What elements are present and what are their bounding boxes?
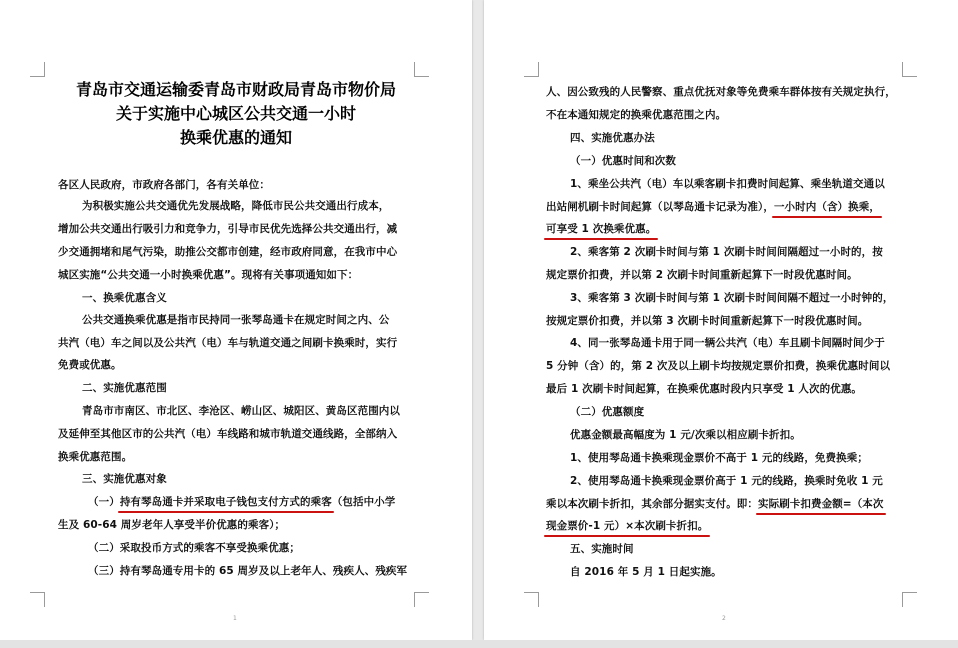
- body-line: 少交通拥堵和尾气污染，助推公交都市创建，经市政府同意，在我市中心: [58, 246, 398, 258]
- crop-mark: [524, 62, 539, 77]
- item-prefix: （一）: [88, 496, 120, 508]
- salutation: 各区人民政府，市政府各部门，各有关单位：: [58, 179, 270, 191]
- page-number: 1: [233, 615, 237, 622]
- status-bar: [0, 640, 958, 648]
- body-line: 增加公共交通出行吸引力和竞争力，引导市民优先选择公共交通出行，减: [58, 223, 398, 235]
- body-line: 生及 60-64 周岁老年人享受半价优惠的乘客）；: [58, 519, 286, 531]
- body-line: 及延伸至其他区市的公共汽（电）车线路和城市轨道交通线路，全部纳入: [58, 428, 398, 440]
- section-heading: 二、实施优惠范围: [82, 382, 167, 394]
- body-line: 优惠金额最高幅度为 1 元/次乘以相应刷卡折扣。: [570, 429, 801, 441]
- body-line: 人、因公致残的人民警察、重点优抚对象等免费乘车群体按有关规定执行，: [546, 86, 896, 98]
- body-line-highlighted: [546, 519, 708, 533]
- body-line: 城区实施“公共交通一小时换乘优惠”。现将有关事项通知如下：: [58, 269, 359, 281]
- body-line: 2、乘客第 2 次刷卡时间与第 1 次刷卡时间间隔超过一小时的，按: [570, 246, 883, 258]
- body-line: 青岛市市南区、市北区、李沧区、崂山区、城阳区、黄岛区范围内以: [82, 405, 400, 417]
- body-line: 5 分钟（含）的，第 2 次及以上刷卡均按规定票价扣费，换乘优惠时间以: [546, 360, 891, 372]
- crop-mark: [902, 592, 917, 607]
- section-heading: 五、实施时间: [570, 543, 634, 555]
- body-line: （三）持有琴岛通专用卡的 65 周岁及以上老年人、残疾人、残疾军: [88, 565, 408, 577]
- body-line: 公共交通换乘优惠是指市民持同一张琴岛通卡在规定时间之内、公: [82, 314, 390, 326]
- body-line: （二）采取投币方式的乘客不享受换乘优惠；: [88, 542, 300, 554]
- body-line: 最后 1 次刷卡时间起算，在换乘优惠时段内只享受 1 人次的优惠。: [546, 383, 863, 395]
- underlined-phrase: 实际刷卡扣费金额=（本次: [758, 498, 884, 510]
- section-heading: 四、实施优惠办法: [570, 132, 655, 144]
- body-line: 规定票价扣费，并以第 2 次刷卡时间重新起算下一时段优惠时间。: [546, 269, 858, 281]
- subsection-heading: （一）优惠时间和次数: [570, 155, 676, 167]
- crop-mark: [902, 62, 917, 77]
- underlined-phrase: 一小时内（含）换乘，: [773, 201, 880, 213]
- document-title-line-2: 关于实施中心城区公共交通一小时: [115, 104, 356, 123]
- document-title-line-1: 青岛市交通运输委青岛市财政局青岛市物价局: [75, 80, 396, 99]
- subsection-heading: （二）优惠额度: [570, 406, 645, 418]
- body-line-highlighted: [546, 497, 884, 511]
- document-page-1: [0, 0, 472, 640]
- body-line-highlighted: [88, 495, 395, 509]
- crop-mark: [414, 62, 429, 77]
- body-line: 3、乘客第 3 次刷卡时间与第 1 次刷卡时间间隔不超过一小时钟的，: [570, 292, 894, 304]
- body-line: 免费或优惠。: [58, 359, 122, 371]
- crop-mark: [30, 62, 45, 77]
- underlined-phrase: 现金票价-1 元）×本次刷卡折扣。: [546, 520, 709, 532]
- body-line: 换乘优惠范围。: [58, 451, 133, 463]
- underlined-phrase: 持有琴岛通卡并采取电子钱包支付方式的乘客: [119, 496, 332, 508]
- body-line: 自 2016 年 5 月 1 日起实施。: [570, 566, 722, 578]
- section-heading: 一、换乘优惠含义: [82, 292, 167, 304]
- body-line: 1、使用琴岛通卡换乘现金票价不高于 1 元的线路，免费换乘；: [570, 452, 868, 464]
- body-line-highlighted: [546, 222, 656, 236]
- underlined-phrase: 可享受 1 次换乘优惠。: [546, 223, 657, 235]
- body-line: 按规定票价扣费，并以第 3 次刷卡时间重新起算下一时段优惠时间。: [546, 315, 869, 327]
- crop-mark: [524, 592, 539, 607]
- body-line: 1、乘坐公共汽（电）车以乘客刷卡扣费时间起算、乘坐轨道交通以: [570, 178, 885, 190]
- crop-mark: [30, 592, 45, 607]
- body-line-highlighted: [546, 200, 880, 214]
- body-line: 为积极实施公共交通优先发展战略，降低市民公共交通出行成本，: [82, 200, 390, 212]
- page-number: 2: [722, 615, 726, 622]
- document-title-line-3: 换乘优惠的通知: [179, 128, 292, 147]
- body-line: 共汽（电）车之间以及公共汽（电）车与轨道交通之间刷卡换乘时，实行: [58, 337, 398, 349]
- document-page-2: [484, 0, 958, 640]
- item-suffix: （包括中小学: [331, 496, 396, 508]
- crop-mark: [414, 592, 429, 607]
- body-line: 4、同一张琴岛通卡用于同一辆公共汽（电）车且刷卡间隔时间少于: [570, 337, 885, 349]
- body-line: 不在本通知规定的换乘优惠范围之内。: [546, 109, 727, 121]
- line-prefix: 乘以本次刷卡折扣，其余部分据实支付。即：: [546, 498, 758, 510]
- body-line: 2、使用琴岛通卡换乘现金票价高于 1 元的线路，换乘时免收 1 元: [570, 475, 883, 487]
- section-heading: 三、实施优惠对象: [82, 473, 167, 485]
- line-prefix: 出站闸机刷卡时间起算（以琴岛通卡记录为准），: [546, 201, 774, 213]
